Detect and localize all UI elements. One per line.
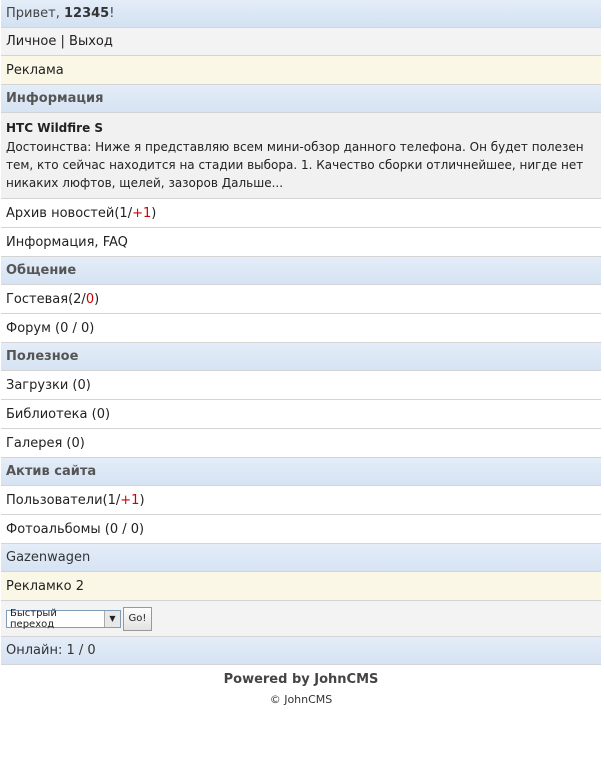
ad-banner-bottom: [1, 572, 601, 601]
section-header-community: [1, 257, 601, 285]
albums-link[interactable]: Фотоальбомы (0 / 0): [6, 521, 145, 537]
list-item-gallery[interactable]: [1, 429, 601, 458]
username: 12345: [63, 6, 110, 21]
online-label: Онлайн:: [6, 643, 63, 658]
section-header-activity: [1, 458, 601, 486]
section-title-useful: Полезное: [6, 349, 79, 364]
list-item-forum[interactable]: [1, 314, 601, 343]
section-title-info: Информация: [6, 91, 104, 106]
archive-count: 1: [119, 205, 128, 221]
logout-link[interactable]: Выход: [69, 34, 113, 49]
quick-nav-select[interactable]: [6, 607, 121, 630]
list-item-users[interactable]: [1, 486, 601, 515]
downloads-link[interactable]: Загрузки (0): [6, 377, 91, 393]
section-header-useful: [1, 343, 601, 371]
ad-text-bottom[interactable]: Рекламко 2: [6, 578, 84, 594]
users-close: ): [139, 492, 145, 508]
archive-close: ): [151, 205, 157, 221]
chevron-down-icon[interactable]: ▼: [104, 611, 120, 627]
archive-slash: /: [127, 205, 133, 221]
list-item-guestbook[interactable]: [1, 285, 601, 314]
guestbook-link[interactable]: Гостевая: [6, 291, 69, 307]
user-menu: [1, 28, 601, 56]
users-new-count[interactable]: +1: [120, 492, 140, 508]
online-bar: [1, 637, 601, 665]
gazenwagen-bar: [1, 544, 601, 572]
quick-nav-selected: Быстрый переход: [10, 607, 57, 630]
section-title-community: Общение: [6, 263, 77, 278]
list-item-news-archive[interactable]: [1, 199, 601, 228]
list-item-library[interactable]: [1, 400, 601, 429]
list-item-downloads[interactable]: [1, 371, 601, 400]
copyright: © JohnCMS: [269, 693, 333, 706]
guestbook-close: ): [94, 291, 100, 307]
library-link[interactable]: Библиотека (0): [6, 406, 111, 422]
faq-link[interactable]: Информация, FAQ: [6, 234, 128, 250]
guestbook-count: 2: [73, 291, 82, 307]
section-title-activity: Актив сайта: [6, 464, 97, 479]
quick-nav-form: [1, 601, 601, 637]
page: [1, 0, 601, 706]
ad-banner-top: [1, 56, 601, 85]
news-text: Достоинства: Ниже я представляю всем мини-обзор данного телефона. Он будет полезен тем, кто сейчас находится на стадии выбора. 1. Качество сборки отличнейшее, нигде нет никаких люфтов, щелей, зазоров Дальше...: [6, 140, 584, 190]
gallery-link[interactable]: Галерея (0): [6, 435, 85, 451]
footer: [1, 665, 601, 706]
personal-link[interactable]: Личное: [6, 34, 57, 49]
forum-link[interactable]: Форум (0 / 0): [6, 320, 95, 336]
greeting-bar: [1, 0, 601, 28]
news-archive-link[interactable]: Архив новостей: [6, 205, 115, 221]
guestbook-new-count: 0: [85, 291, 95, 307]
greeting-text: Привет,: [6, 6, 60, 21]
news-preview: [1, 113, 601, 199]
section-header-info: [1, 85, 601, 113]
online-count[interactable]: 1 / 0: [66, 643, 96, 658]
menu-separator: |: [60, 34, 65, 49]
ad-text-top[interactable]: Реклама: [6, 62, 64, 78]
guestbook-open: (: [68, 291, 74, 307]
archive-new-count[interactable]: +1: [132, 205, 152, 221]
users-count: 1: [107, 492, 116, 508]
users-open: (: [102, 492, 108, 508]
list-item-albums[interactable]: [1, 515, 601, 544]
list-item-faq[interactable]: [1, 228, 601, 257]
news-title[interactable]: HTC Wildfire S: [6, 121, 104, 135]
guestbook-slash: /: [81, 291, 86, 307]
greeting-punct: !: [109, 6, 115, 21]
go-button[interactable]: Go!: [123, 607, 152, 631]
powered-by: Powered by JohnCMS: [223, 672, 379, 687]
archive-open: (: [114, 205, 120, 221]
gazenwagen-label[interactable]: Gazenwagen: [6, 550, 91, 565]
users-link[interactable]: Пользователи: [6, 492, 103, 508]
users-slash: /: [115, 492, 121, 508]
